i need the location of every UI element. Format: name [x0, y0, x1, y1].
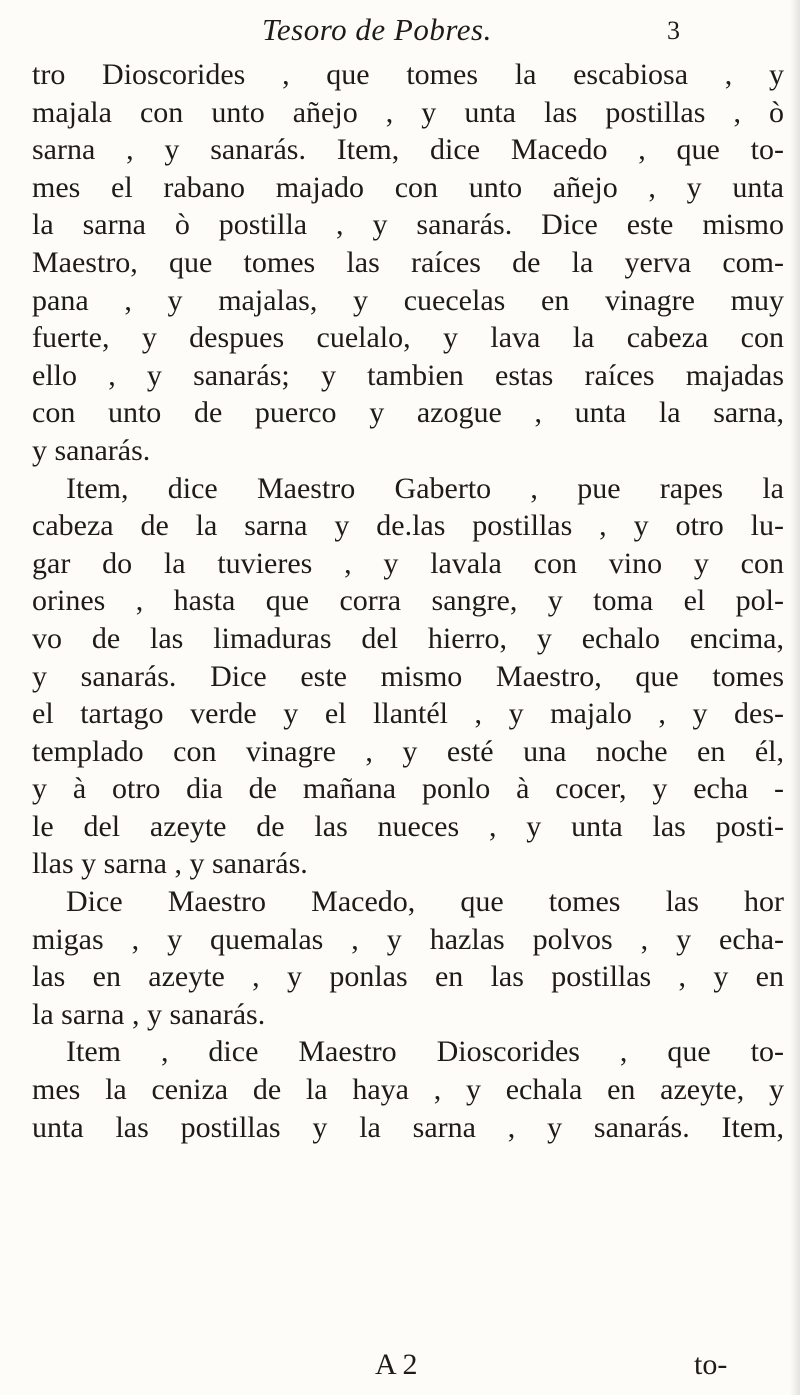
body-text — [32, 56, 784, 1146]
catchword: to- — [694, 1348, 728, 1381]
text-line: la sarna ò postilla , y sanarás. Dice este mismo — [32, 208, 784, 242]
text-line: Item, dice Maestro Gaberto , pue rapes la — [66, 471, 784, 505]
text-line: mes el rabano majado con unto añejo , y unta — [32, 170, 784, 204]
text-line: vo de las limaduras del hierro, y echalo encima, — [32, 621, 784, 655]
text-line: mes la ceniza de la haya , y echala en azeyte, y — [32, 1073, 784, 1107]
text-line: llas y sarna , y sanarás. — [32, 847, 308, 881]
running-title: Tesoro de Pobres. — [262, 12, 492, 47]
text-line: orines , hasta que corra sangre, y toma el pol- — [32, 584, 784, 618]
text-line: la sarna , y sanarás. — [32, 997, 266, 1031]
text-line: y sanarás. Dice este mismo Maestro, que tomes — [32, 659, 784, 693]
text-line: y sanarás. — [32, 433, 151, 467]
text-line: Maestro, que tomes las raíces de la yerva com- — [32, 245, 784, 279]
text-line: Item , dice Maestro Dioscorides , que to- — [66, 1035, 784, 1069]
text-line: migas , y quemalas , y hazlas polvos , y echa- — [32, 922, 784, 956]
signature-mark: A 2 — [375, 1348, 418, 1381]
text-line: cabeza de la sarna y de.las postillas , y otro lu- — [32, 509, 784, 543]
text-line: fuerte, y despues cuelalo, y lava la cabeza con — [32, 321, 784, 355]
text-line: ello , y sanarás; y tambien estas raíces majadas — [32, 358, 784, 392]
footer-line — [0, 1348, 800, 1388]
text-line: templado con vinagre , y esté una noche en él, — [32, 734, 784, 768]
text-line: pana , y majalas, y cuecelas en vinagre muy — [32, 283, 784, 317]
text-line: y à otro dia de mañana ponlo à cocer, y echa - — [32, 772, 784, 806]
page-number: 3 — [667, 16, 680, 45]
page-edge-shadow — [790, 0, 800, 1395]
running-head — [0, 12, 800, 52]
text-line: le del azeyte de las nueces , y unta las posti- — [32, 809, 784, 843]
text-line: unta las postillas y la sarna , y sanarás. Item, — [32, 1110, 784, 1144]
text-line: las en azeyte , y ponlas en las postillas , y en — [32, 960, 784, 994]
text-line: majala con unto añejo , y unta las postillas , ò — [32, 95, 784, 129]
text-line: el tartago verde y el llantél , y majalo , y des- — [32, 697, 784, 731]
text-line: con unto de puerco y azogue , unta la sarna, — [32, 396, 784, 430]
text-line: tro Dioscorides , que tomes la escabiosa , y — [32, 58, 784, 91]
text-line: gar do la tuvieres , y lavala con vino y con — [32, 546, 784, 580]
text-line: sarna , y sanarás. Item, dice Macedo , que to- — [32, 133, 784, 167]
text-line: Dice Maestro Macedo, que tomes las hor — [66, 885, 784, 919]
